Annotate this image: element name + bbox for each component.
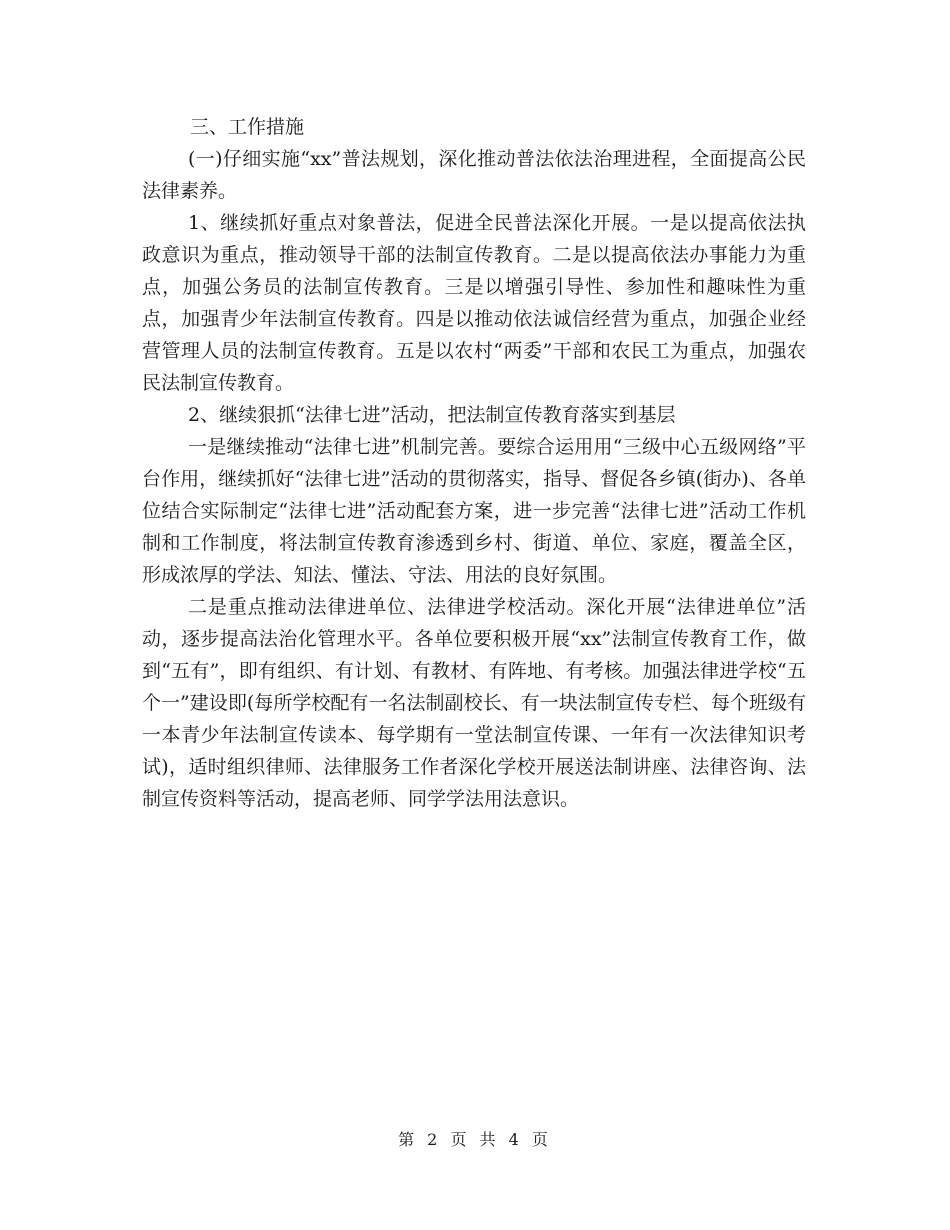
paragraph-intro: (一)仔细实施“xx”普法规划，深化推动普法依法治理进程，全面提高公民法律素养。 [142, 148, 806, 202]
paragraph-mechanism: 一是继续推动“法律七进”机制完善。要综合运用用“三级中心五级网络”平台作用，继续抓好“法律七进”活动的贯彻落实，指导、督促各乡镇(街办)、各单位结合实际制定“法律七进”活动配套方案，进一步完善“法律七进”活动工作机制和工作制度，将法制宣传教育渗透到乡村、街道、单位、家庭，覆盖全区，形成浓厚的学法、知法、懂法、守法、用法的良好氛围。 [142, 436, 806, 586]
paragraph-units-schools: 二是重点推动法律进单位、法律进学校活动。深化开展“法律进单位”活动，逐步提高法治化管理水平。各单位要积极开展“xx”法制宣传教育工作，做到“五有”，即有组织、有计划、有教材、有阵地、有考核。加强法律进学校“五个一”建设即(每所学校配有一名法制副校长、有一块法制宣传专栏、每个班级有一本青少年法制宣传读本、每学期有一堂法制宣传课、一年有一次法律知识考试)，适时组织律师、法律服务工作者深化学校开展送法制讲座、法律咨询、法制宣传资料等活动，提高老师、同学学法用法意识。 [142, 596, 806, 810]
page-footer: 第 2 页 共 4 页 [398, 1130, 552, 1149]
section-heading: 三、工作措施 [190, 116, 305, 138]
paragraph-key-targets: 1、继续抓好重点对象普法，促进全民普法深化开展。一是以提高依法执政意识为重点，推动领导干部的法制宣传教育。二是以提高依法办事能力为重点，加强公务员的法制宣传教育。三是以增强引导性、参加性和趣味性为重点，加强青少年法制宣传教育。四是以推动依法诚信经营为重点，加强企业经营管理人员的法制宣传教育。五是以农村“两委”干部和农民工为重点，加强农民法制宣传教育。 [142, 212, 806, 394]
document-body [142, 112, 806, 815]
paragraph-seven-entries-title: 2、继续狠抓“法律七进”活动，把法制宣传教育落实到基层 [188, 404, 676, 426]
